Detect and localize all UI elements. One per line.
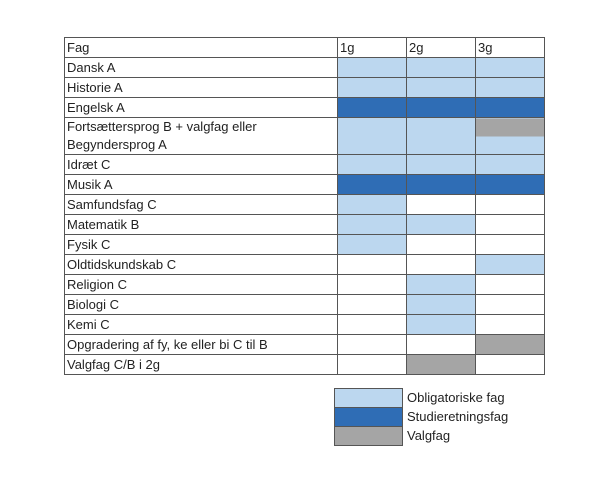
year-cell <box>338 335 407 355</box>
year-cell <box>476 98 545 118</box>
year-cell <box>476 175 545 195</box>
year-cell <box>407 58 476 78</box>
legend-label: Valgfag <box>407 428 451 443</box>
year-cell <box>476 58 545 78</box>
year-cell <box>407 175 476 195</box>
subject-name-line: Fortsættersprog B + valgfag eller <box>67 119 257 134</box>
year-cell <box>407 155 476 175</box>
table-row <box>65 195 545 215</box>
year-cell <box>338 175 407 195</box>
table-row <box>65 98 545 118</box>
header-year-2g: 2g <box>407 38 476 58</box>
legend-item <box>335 427 509 446</box>
year-cell <box>338 275 407 295</box>
table-row <box>65 355 545 375</box>
year-cell <box>338 235 407 255</box>
year-cell <box>476 335 545 355</box>
subject-schedule-table <box>64 37 545 375</box>
subject-name-line: Musik A <box>67 176 113 192</box>
table-row <box>65 58 545 78</box>
year-cell <box>407 215 476 235</box>
year-cell <box>338 58 407 78</box>
subject-name <box>65 175 338 195</box>
subject-name-line: Begyndersprog A <box>67 137 167 152</box>
year-cell <box>476 78 545 98</box>
subject-name <box>65 295 338 315</box>
table-row <box>65 118 545 155</box>
year-cell <box>476 275 545 295</box>
year-cell <box>407 118 476 155</box>
subject-name-line: Biologi C <box>67 296 120 312</box>
year-cell <box>407 275 476 295</box>
year-cell <box>476 215 545 235</box>
legend-item <box>335 408 509 427</box>
year-cell <box>407 315 476 335</box>
year-cell <box>338 315 407 335</box>
subject-name-line: Fysik C <box>67 236 111 252</box>
table-row <box>65 335 545 355</box>
subject-name-line: Engelsk A <box>67 99 125 115</box>
header-year-1g: 1g <box>338 38 407 58</box>
year-cell <box>476 315 545 335</box>
color-legend <box>334 388 509 446</box>
subject-name <box>65 118 338 155</box>
year-cell <box>338 355 407 375</box>
year-cell <box>338 255 407 275</box>
year-cell <box>407 335 476 355</box>
subject-name <box>65 98 338 118</box>
year-cell <box>407 295 476 315</box>
year-cell <box>476 255 545 275</box>
subject-name-line: Historie A <box>67 79 123 95</box>
year-cell <box>407 355 476 375</box>
year-cell <box>476 235 545 255</box>
year-cell <box>476 155 545 175</box>
subject-name <box>65 215 338 235</box>
header-year-3g: 3g <box>476 38 545 58</box>
subject-name-line: Dansk A <box>67 59 116 75</box>
year-cell <box>338 215 407 235</box>
year-cell <box>407 98 476 118</box>
subject-name <box>65 275 338 295</box>
legend-swatch <box>335 389 403 408</box>
legend-label: Studieretningsfag <box>407 409 509 424</box>
year-cell <box>338 155 407 175</box>
subject-name-line: Oldtidskundskab C <box>67 256 177 272</box>
subject-name <box>65 255 338 275</box>
year-cell <box>476 295 545 315</box>
table-header-row <box>65 38 545 58</box>
year-cell <box>338 118 407 155</box>
subject-name-line: Samfundsfag C <box>67 196 157 212</box>
year-cell <box>338 295 407 315</box>
table-row <box>65 275 545 295</box>
subject-name-line: Matematik B <box>67 216 140 232</box>
subject-name <box>65 58 338 78</box>
subject-name-line: Kemi C <box>67 316 110 332</box>
subject-name <box>65 78 338 98</box>
legend-label: Obligatoriske fag <box>407 390 505 405</box>
subject-name <box>65 235 338 255</box>
legend-swatch <box>335 427 403 446</box>
year-cell <box>476 195 545 215</box>
table-row <box>65 235 545 255</box>
table-row <box>65 255 545 275</box>
table-row <box>65 78 545 98</box>
legend-swatch <box>335 408 403 427</box>
year-cell <box>407 235 476 255</box>
year-cell <box>338 98 407 118</box>
subject-name-line: Valgfag C/B i 2g <box>67 356 160 372</box>
subject-name-line: Opgradering af fy, ke eller bi C til B <box>67 336 268 352</box>
legend-item <box>335 389 509 408</box>
subject-name <box>65 195 338 215</box>
table-row <box>65 175 545 195</box>
subject-name-line: Religion C <box>67 276 127 292</box>
subject-name <box>65 335 338 355</box>
table-row <box>65 155 545 175</box>
year-cell <box>338 78 407 98</box>
table-row <box>65 295 545 315</box>
year-cell <box>476 355 545 375</box>
year-cell <box>476 118 545 155</box>
subject-name <box>65 315 338 335</box>
table-row <box>65 215 545 235</box>
year-cell <box>407 78 476 98</box>
subject-name <box>65 355 338 375</box>
year-cell <box>407 255 476 275</box>
table-row <box>65 315 545 335</box>
subject-name-line: Idræt C <box>67 156 111 172</box>
subject-name <box>65 155 338 175</box>
year-cell <box>407 195 476 215</box>
year-cell <box>338 195 407 215</box>
header-subject: Fag <box>65 38 338 58</box>
